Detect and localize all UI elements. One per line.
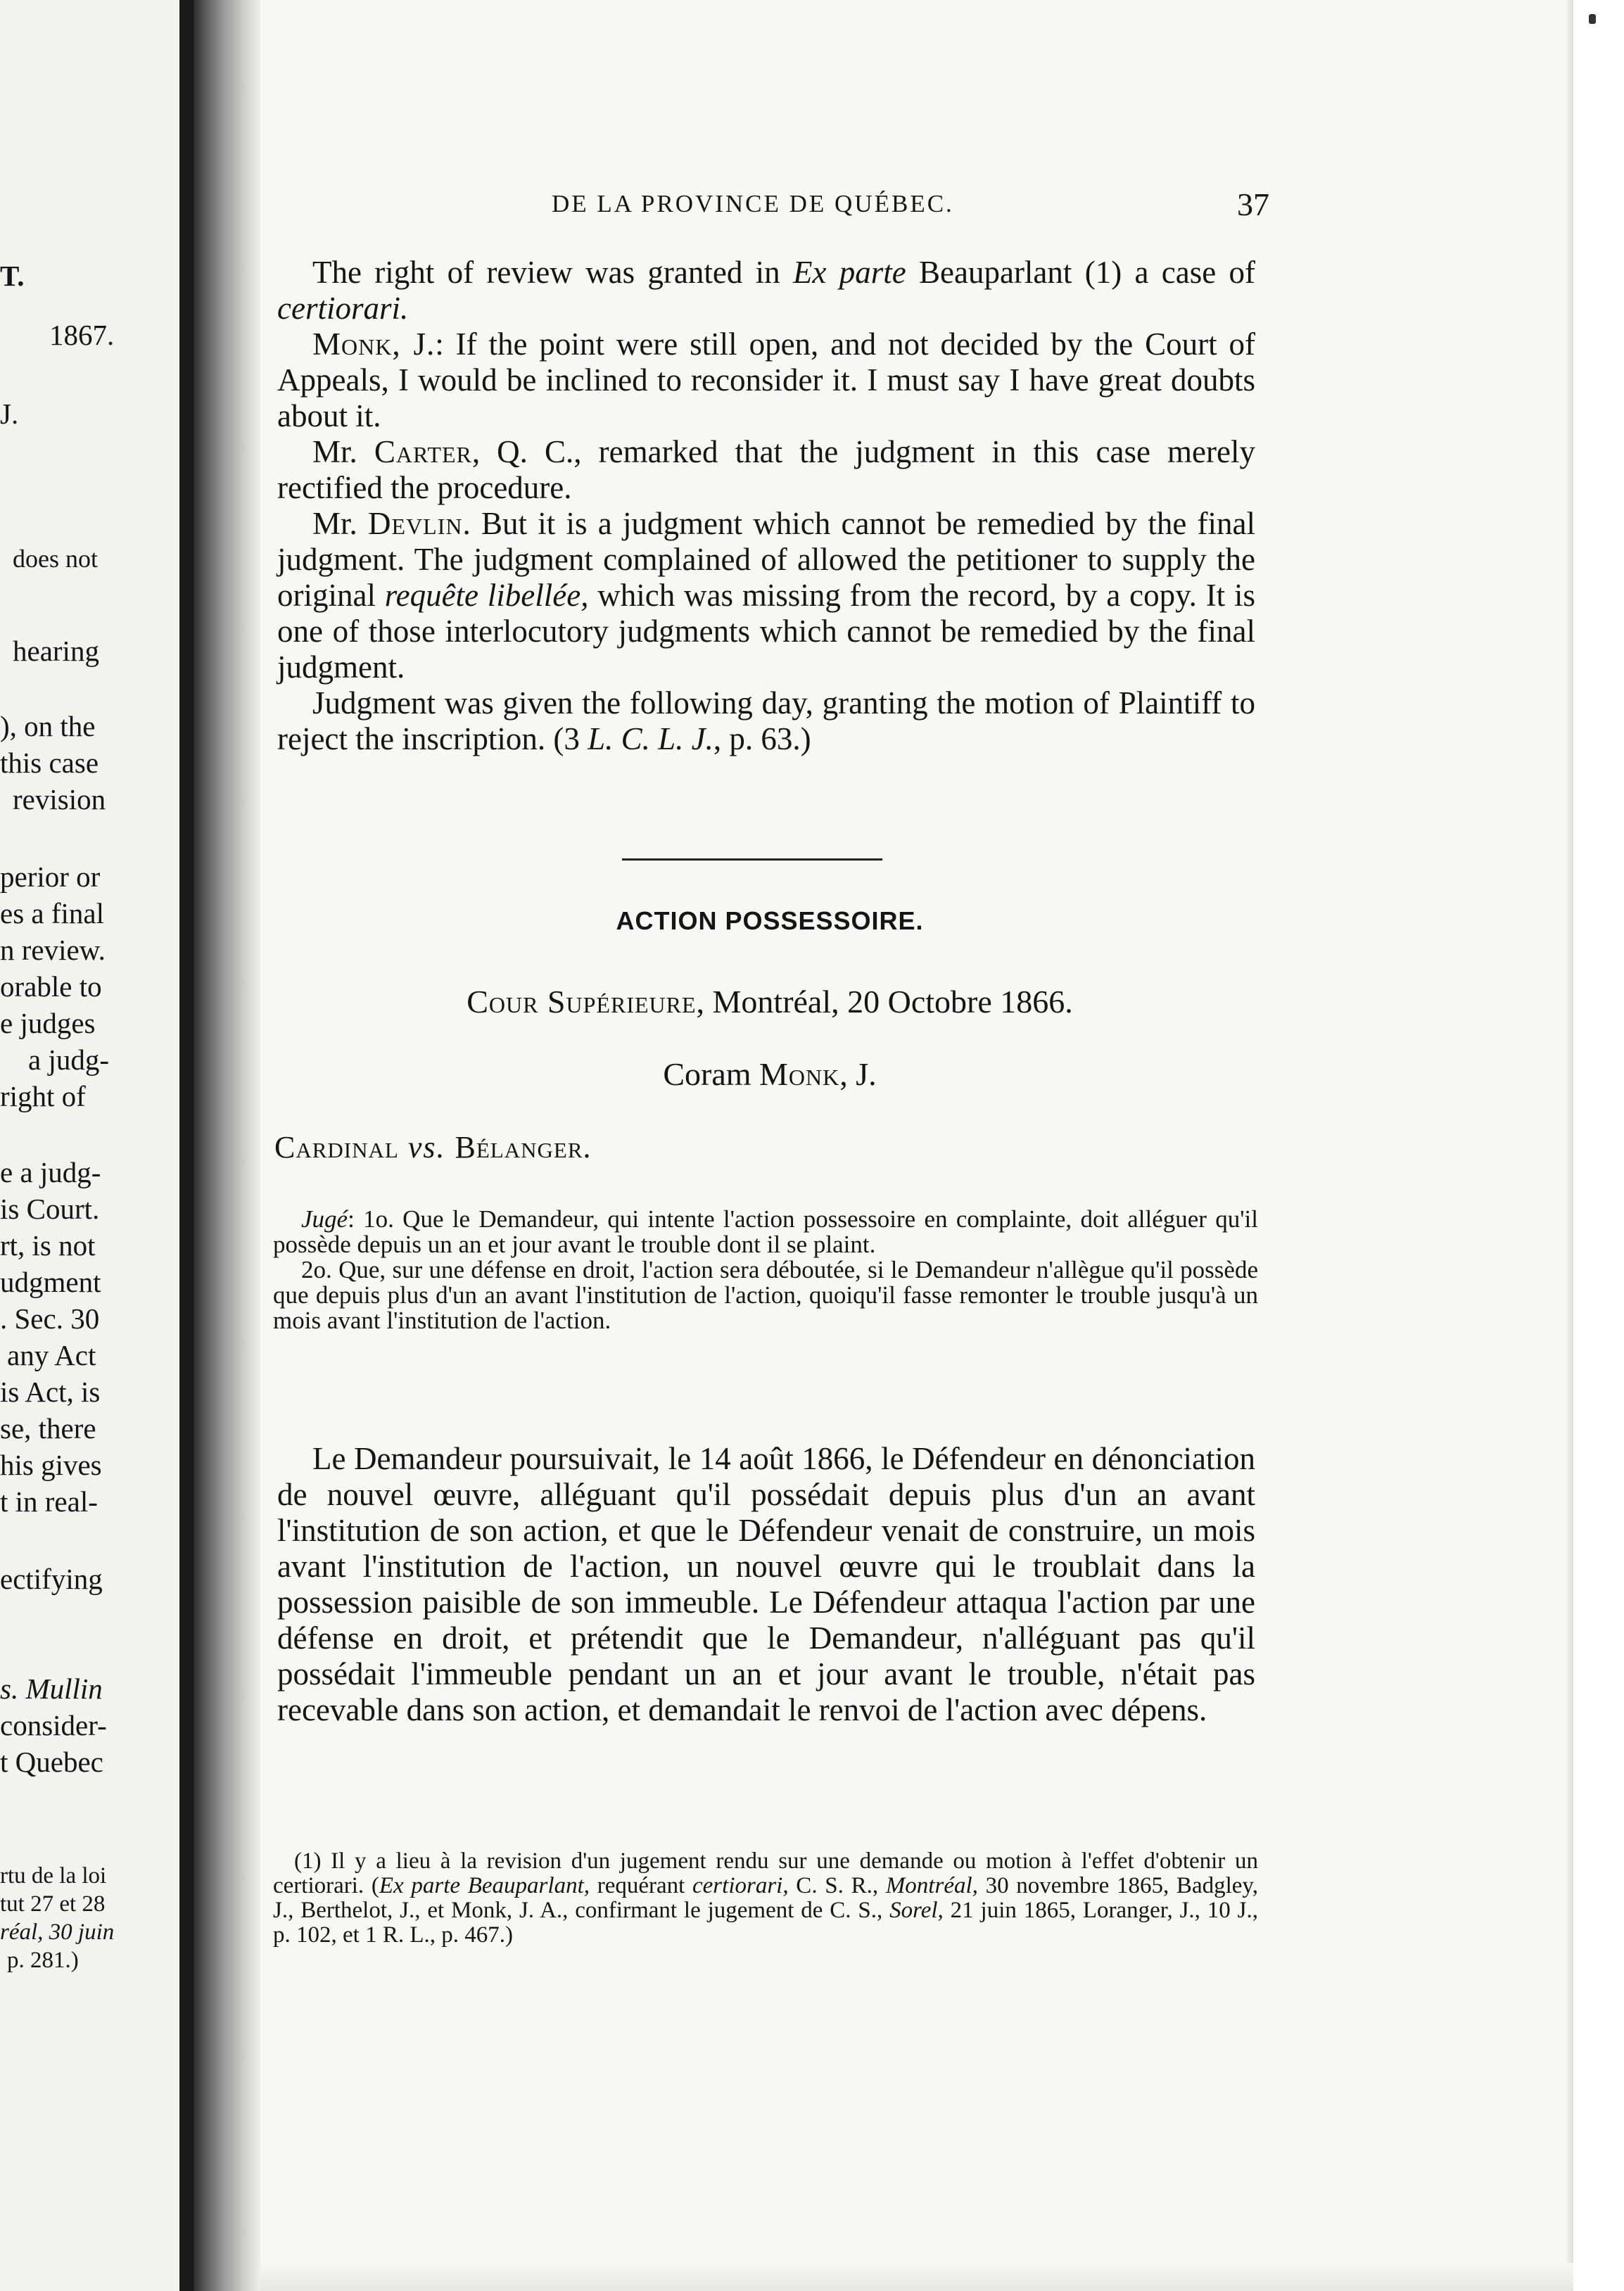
section-divider (622, 858, 882, 861)
left-fragment: e a judg- (0, 1156, 101, 1188)
scan-mark (1589, 14, 1596, 24)
left-fragment: se, there (0, 1412, 96, 1445)
left-fragment: consider- (0, 1709, 107, 1741)
left-fragment: his gives (0, 1449, 102, 1481)
paragraph-devlin-remark: Mr. Devlin. But it is a judgment which cannot be remedied by the final judgment. The judgment complained of allowed the petitioner to supply the original requête libellée, which was missing from the record, by a copy. It is one of those interlocutory judgments which cannot be remedied by the final judgment. (277, 506, 1256, 685)
left-fragment: s. Mullin (0, 1673, 103, 1705)
case-facts (277, 1441, 1255, 1728)
review-discussion (277, 255, 1255, 757)
left-fragment: revision (13, 783, 106, 816)
book-spine-shadow (194, 0, 260, 2291)
running-header (270, 186, 1269, 225)
left-fragment: any Act (7, 1339, 96, 1371)
headnote-summary (273, 1207, 1258, 1333)
left-footnote-fragment: tut 27 et 28 (0, 1891, 106, 1917)
left-fragment: does not (13, 545, 98, 573)
running-head-title: DE LA PROVINCE DE QUÉBEC. (552, 190, 954, 217)
headnote-point-2: 2o. Que, sur une défense en droit, l'action sera déboutée, si le Demandeur n'allègue qu'il possède que depuis plus d'un an avant l'institution de l'action, quoiqu'il fasse remonter le trouble jusqu'à un mois avant l'institution de l'action. (273, 1256, 1258, 1334)
left-fragment: T. (0, 260, 25, 292)
footnote (273, 1849, 1258, 1948)
case-parties: Cardinal vs. Bélanger. (274, 1130, 592, 1164)
headnote-point-1: Jugé: 1o. Que le Demandeur, qui intente l'action possessoire en complainte, doit alléguer qu'il possède depuis un an et jour avant le trouble dont il se plaint. (273, 1205, 1258, 1258)
left-fragment: e judges (0, 1007, 96, 1039)
left-fragment: hearing (13, 635, 99, 667)
left-fragment: udgment (0, 1266, 101, 1298)
left-fragment: es a final (0, 897, 104, 929)
coram-line: Coram Monk, J. (663, 1056, 877, 1092)
case-heading: ACTION POSSESSOIRE. (616, 906, 924, 935)
scan-margin (1573, 0, 1624, 2291)
page-edge-shadow (1566, 0, 1573, 2291)
paragraph-judgment-given: Judgment was given the following day, granting the motion of Plaintiff to reject the inscription. (3 L. C. L. J., p. 63.) (277, 685, 1255, 756)
left-fragment: . Sec. 30 (0, 1302, 100, 1335)
left-fragment: right of (0, 1080, 86, 1112)
left-fragment: ), on the (0, 710, 96, 742)
left-fragment: ectifying (0, 1563, 103, 1595)
left-fragment: 1867. (49, 319, 115, 351)
left-fragment: n review. (0, 934, 106, 966)
footnote-text: (1) Il y a lieu à la revision d'un jugement rendu sur une demande ou motion à l'effet d'obtenir un certiorari. (Ex parte Beauparlant, requérant certiorari, C. S. R., Montréal, 30 novembre 1865, Badgley, J., Berthelot, J., et Monk, J. A., confirmant le jugement de C. S., Sorel, 21 juin 1865, Loranger, J., 10 J., p. 102, et 1 R. L., p. 467.) (273, 1848, 1259, 1948)
left-fragment: a judg- (28, 1043, 109, 1076)
right-page (270, 0, 1283, 2291)
left-footnote-fragment: p. 281.) (7, 1948, 79, 1973)
paragraph-review-granted: The right of review was granted in Ex parte Beauparlant (1) a case of certiorari. (277, 255, 1255, 326)
left-footnote-fragment: rtu de la loi (0, 1863, 107, 1889)
left-fragment: t Quebec (0, 1746, 103, 1778)
paragraph-carter-remark: Mr. Carter, Q. C., remarked that the judgment in this case merely rectified the procedure. (277, 434, 1255, 505)
paragraph-facts: Le Demandeur poursuivait, le 14 août 1866, le Défendeur en dénonciation de nouvel œuvre, alléguant qu'il possédait depuis plus d'un an avant l'institution de son action, et que le Défendeur venait de construire, un mois avant l'institution de l'action, un nouvel œuvre qui le troublait dans la possession paisible de son immeuble. Le Défendeur attaqua l'action par une défense en droit, et prétendit que le Demandeur, n'alléguant pas qu'il possédait l'immeuble pendant un an et jour avant le trouble, n'était pas recevable dans son action, et demandait le renvoi de l'action avec dépens. (277, 1441, 1255, 1727)
left-fragment: is Act, is (0, 1376, 101, 1408)
left-fragment: perior or (0, 861, 101, 893)
left-fragment: t in real- (0, 1485, 98, 1518)
court-line: Cour Supérieure, Montréal, 20 Octobre 1866. (467, 984, 1073, 1020)
left-fragment: this case (0, 747, 99, 779)
left-fragment: is Court. (0, 1193, 100, 1225)
left-fragment: orable to (0, 970, 102, 1003)
page-number: 37 (1237, 186, 1269, 222)
left-page-edge (179, 0, 194, 2291)
left-footnote-fragment: réal, 30 juin (0, 1919, 115, 1945)
left-page-fragment (0, 0, 179, 2291)
paragraph-monk-remark: Monk, J.: If the point were still open, and not decided by the Court of Appeals, I would be inclined to reconsider it. I must say I have great doubts about it. (277, 326, 1255, 433)
left-fragment: rt, is not (0, 1229, 96, 1262)
left-fragment: J. (0, 398, 19, 430)
